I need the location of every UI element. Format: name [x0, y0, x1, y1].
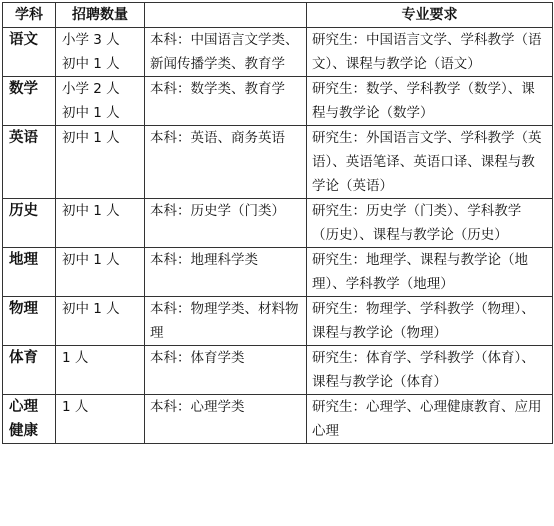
- quota-cell: [56, 199, 145, 248]
- subject-cell: 语文: [3, 28, 56, 77]
- header-quota: 招聘数量: [56, 3, 145, 28]
- postgrad-requirement: 研究生：体育学、学科教学（体育）、课程与教学论（体育）: [307, 346, 553, 395]
- postgrad-requirement: 研究生：中国语言文学、学科教学（语文）、课程与教学论（语文）: [307, 28, 553, 77]
- subject-cell: 地理: [3, 248, 56, 297]
- header-requirements: 专业要求: [307, 3, 553, 28]
- subject-cell: 物理: [3, 297, 56, 346]
- undergrad-requirement: 本科：地理科学类: [145, 248, 307, 297]
- quota-line: 初中 1 人: [62, 105, 120, 121]
- undergrad-requirement: 本科：英语、商务英语: [145, 126, 307, 199]
- table-row: [3, 28, 553, 77]
- quota-cell: [56, 346, 145, 395]
- quota-line: 初中 1 人: [62, 56, 120, 72]
- quota-cell: [56, 395, 145, 444]
- quota-cell: [56, 28, 145, 77]
- table-row: [3, 395, 553, 444]
- postgrad-requirement: 研究生：地理学、课程与教学论（地理）、学科教学（地理）: [307, 248, 553, 297]
- quota-line: 初中 1 人: [62, 130, 120, 146]
- subject-cell: 体育: [3, 346, 56, 395]
- undergrad-requirement: 本科：中国语言文学类、新闻传播学类、教育学: [145, 28, 307, 77]
- table-row: [3, 248, 553, 297]
- undergrad-requirement: 本科：数学类、教育学: [145, 77, 307, 126]
- subject-cell: 英语: [3, 126, 56, 199]
- undergrad-requirement: 本科：物理学类、材料物理: [145, 297, 307, 346]
- undergrad-requirement: 本科：心理学类: [145, 395, 307, 444]
- table-row: [3, 126, 553, 199]
- quota-cell: [56, 77, 145, 126]
- postgrad-requirement: 研究生：历史学（门类）、学科教学（历史）、课程与教学论（历史）: [307, 199, 553, 248]
- quota-line: 初中 1 人: [62, 301, 120, 317]
- header-subject: 学科: [3, 3, 56, 28]
- quota-line: 初中 1 人: [62, 252, 120, 268]
- table-row: [3, 199, 553, 248]
- quota-line: 1 人: [62, 350, 89, 366]
- postgrad-requirement: 研究生：外国语言文学、学科教学（英语）、英语笔译、英语口译、课程与教学论（英语）: [307, 126, 553, 199]
- table-row: [3, 297, 553, 346]
- quota-cell: [56, 248, 145, 297]
- quota-line: 小学 3 人: [62, 32, 120, 48]
- header-blank: [145, 3, 307, 28]
- quota-line: 小学 2 人: [62, 81, 120, 97]
- quota-line: 1 人: [62, 399, 89, 415]
- subject-cell: 历史: [3, 199, 56, 248]
- quota-cell: [56, 297, 145, 346]
- undergrad-requirement: 本科：体育学类: [145, 346, 307, 395]
- subject-cell: 心理健康: [3, 395, 56, 444]
- recruitment-table: [2, 2, 553, 444]
- table-row: [3, 77, 553, 126]
- header-row: [3, 3, 553, 28]
- table-row: [3, 346, 553, 395]
- quota-cell: [56, 126, 145, 199]
- quota-line: 初中 1 人: [62, 203, 120, 219]
- postgrad-requirement: 研究生：数学、学科教学（数学）、课程与教学论（数学）: [307, 77, 553, 126]
- postgrad-requirement: 研究生：心理学、心理健康教育、应用心理: [307, 395, 553, 444]
- postgrad-requirement: 研究生：物理学、学科教学（物理）、课程与教学论（物理）: [307, 297, 553, 346]
- undergrad-requirement: 本科：历史学（门类）: [145, 199, 307, 248]
- subject-cell: 数学: [3, 77, 56, 126]
